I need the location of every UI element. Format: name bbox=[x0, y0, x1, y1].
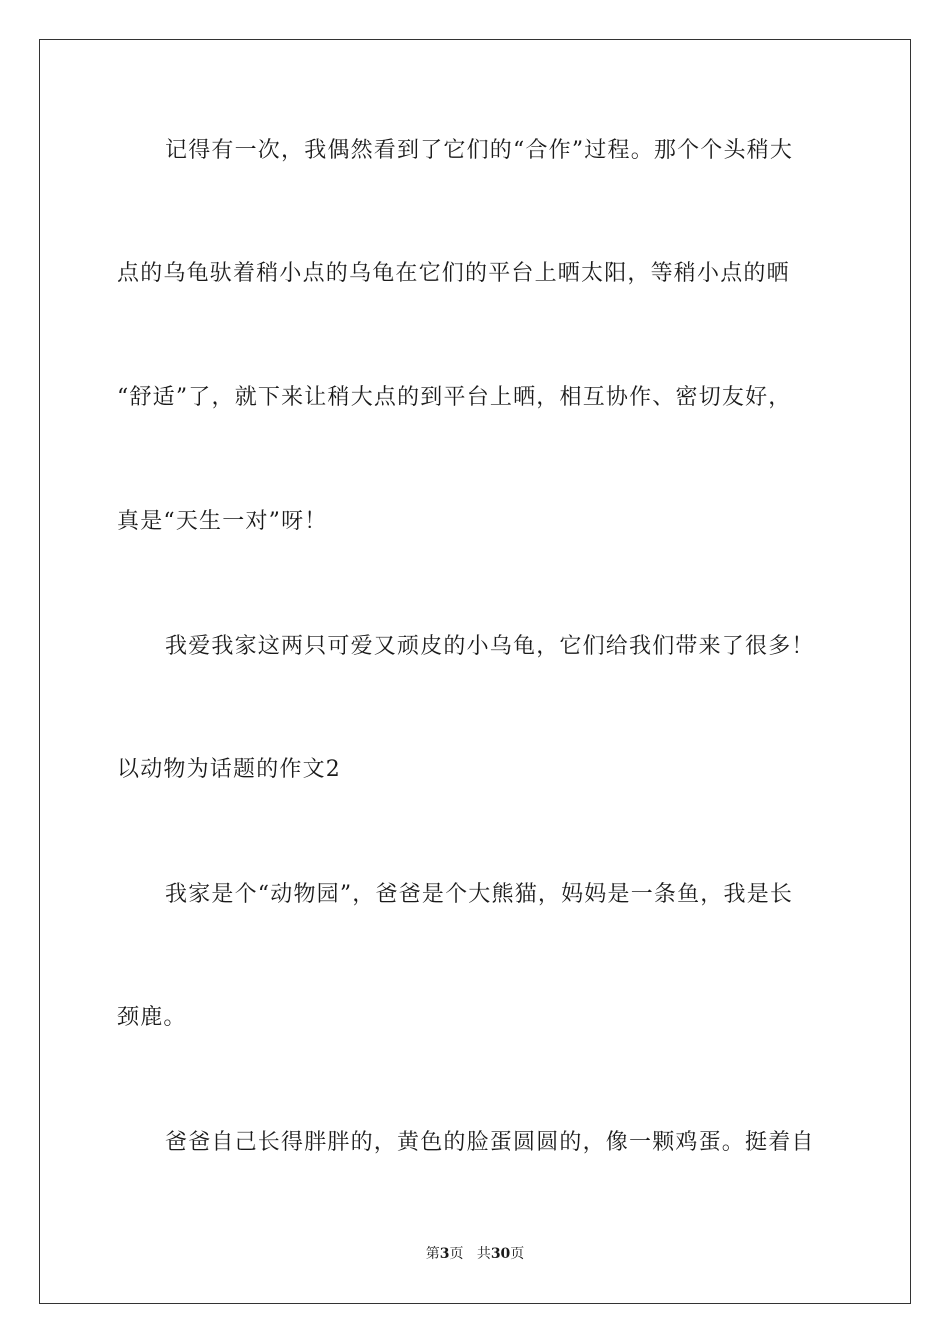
page-prefix: 第 bbox=[425, 1246, 440, 1262]
paragraph-line: 真是“天生一对”呀！ bbox=[117, 509, 328, 534]
paragraph-line: 爸爸自己长得胖胖的，黄色的脸蛋圆圆的，像一颗鸡蛋。挺着自 bbox=[165, 1130, 815, 1155]
page-suffix: 页 bbox=[449, 1246, 464, 1262]
section-heading: 以动物为话题的作文2 bbox=[117, 757, 341, 782]
page-footer bbox=[0, 1244, 950, 1264]
total-suffix: 页 bbox=[510, 1246, 525, 1262]
total-prefix: 共 bbox=[476, 1246, 491, 1262]
paragraph-line: “舒适”了，就下来让稍大点的到平台上晒，相互协作、密切友好， bbox=[117, 385, 792, 410]
paragraph-line: 记得有一次，我偶然看到了它们的“合作”过程。那个个头稍大 bbox=[165, 138, 794, 163]
page-border bbox=[39, 39, 911, 1304]
paragraph-line: 颈鹿。 bbox=[117, 1005, 187, 1030]
paragraph-line: 我家是个“动物园”，爸爸是个大熊猫，妈妈是一条鱼，我是长 bbox=[165, 882, 794, 907]
paragraph-line: 点的乌龟驮着稍小点的乌龟在它们的平台上晒太阳，等稍小点的晒 bbox=[117, 261, 790, 286]
paragraph-line: 我爱我家这两只可爱又顽皮的小乌龟，它们给我们带来了很多！ bbox=[165, 634, 815, 659]
total-pages: 30 bbox=[490, 1246, 511, 1262]
page-number: 3 bbox=[439, 1246, 450, 1262]
